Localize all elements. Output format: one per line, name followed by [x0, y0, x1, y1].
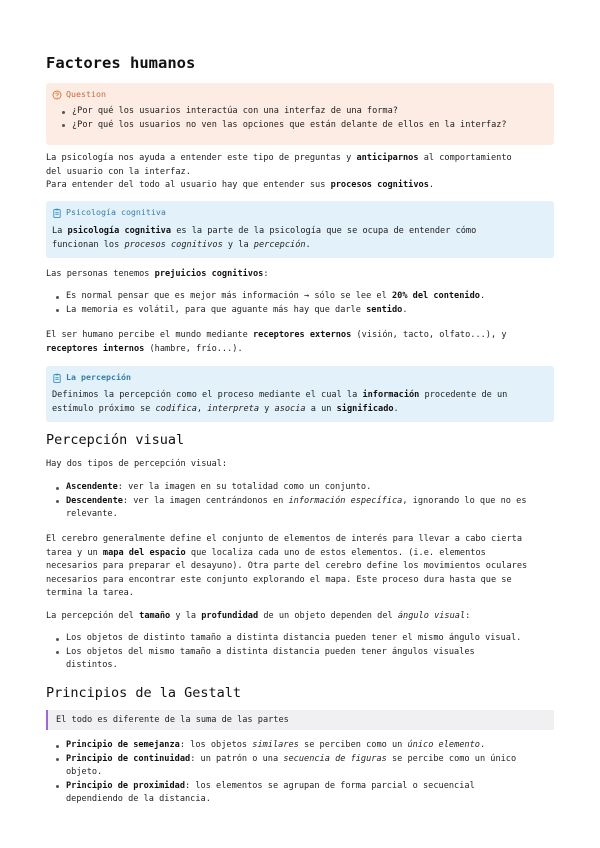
list-item: Es normal pensar que es mejor más información → sólo se lee el 20% del contenido. [46, 290, 554, 304]
question-callout-label: Question [66, 88, 106, 99]
intro-paragraph: La psicología nos ayuda a entender este tipo de preguntas y anticiparnos al comportamiento del usuario con la interfaz. Para entender del todo al usuario hay que entender sus procesos cognitivos. [46, 153, 512, 191]
perception-callout-label: La percepción [66, 371, 131, 382]
visual-types-list [46, 481, 554, 522]
receptors-paragraph: El ser humano percibe el mundo mediante receptores externos (visión, tacto, olfato...), y receptores internos (hambre, frío...). [46, 330, 507, 354]
biases-list [46, 290, 554, 317]
cognitive-callout-body: La psicología cognitiva es la parte de la psicología que se ocupa de entender cómo funcionan los procesos cognitivos y la percepción. [52, 226, 477, 250]
cognitive-callout-title [52, 205, 546, 220]
section-heading-gestalt: Principios de la Gestalt [46, 685, 242, 701]
list-item: Principio de semejanza: los objetos similares se perciben como un único elemento. [46, 739, 554, 753]
perception-callout-title [52, 370, 546, 385]
cognitive-callout-label: Psicología cognitiva [66, 206, 166, 217]
question-circle-icon [52, 90, 62, 100]
list-item: Ascendente: ver la imagen en su totalidad como un conjunto. [46, 481, 554, 495]
brain-map-paragraph: El cerebro generalmente define el conjunto de elementos de interés para llevar a cabo cierta tarea y un mapa del espacio que localiza cada uno de estos elementos. (i.e. elementos necesarios para preparar el desayuno). Otra parte del cerebro define los movimientos oculares necesarios para encontrar este conjunto explorando el mapa. Este proceso dura hasta que se termina la tarea. [46, 534, 528, 599]
question-callout [46, 83, 554, 145]
page-title: Factores humanos [46, 54, 196, 72]
question-list [52, 105, 546, 132]
clipboard-icon [52, 208, 62, 218]
list-item: Los objetos del mismo tamaño a distinta distancia pueden tener ángulos visuales distintos. [46, 646, 554, 673]
visual-angle-list [46, 632, 554, 673]
visual-angle-paragraph: La percepción del tamaño y la profundidad de un objeto dependen del ángulo visual: [46, 611, 471, 621]
list-item: La memoria es volátil, para que aguante más hay que darle sentido. [46, 304, 554, 318]
cognitive-psychology-callout [46, 201, 554, 258]
list-item: Descendente: ver la imagen centrándonos en información específica, ignorando lo que no es [46, 495, 554, 509]
list-item: Principio de continuidad: un patrón o una secuencia de figuras se percibe como un único objeto. [46, 753, 554, 780]
clipboard-icon [52, 373, 62, 383]
gestalt-quote: El todo es diferente de la suma de las partes [46, 710, 554, 730]
section-heading-visual: Percepción visual [46, 432, 185, 448]
perception-callout-body: Definimos la percepción como el proceso mediante el cual la información procedente de un estímulo próximo se codifica, interpreta y asocia a un significado. [52, 390, 508, 414]
list-item-continuation: relevante. [66, 509, 118, 520]
gestalt-principles-list [46, 739, 554, 807]
list-item: ¿Por qué los usuarios no ven las opciones que están delante de ellos en la interfaz? [52, 119, 546, 133]
visual-intro: Hay dos tipos de percepción visual: [46, 459, 228, 469]
list-item: ¿Por qué los usuarios interactúa con una interfaz de una forma? [52, 105, 546, 119]
biases-intro: Las personas tenemos prejuicios cognitivos: [46, 269, 269, 279]
question-callout-title [52, 87, 546, 102]
perception-callout [46, 366, 554, 422]
list-item: Los objetos de distinto tamaño a distinta distancia pueden tener el mismo ángulo visual. [46, 632, 554, 646]
list-item: Principio de proximidad: los elementos se agrupan de forma parcial o secuencial dependiendo de la distancia. [46, 780, 554, 807]
